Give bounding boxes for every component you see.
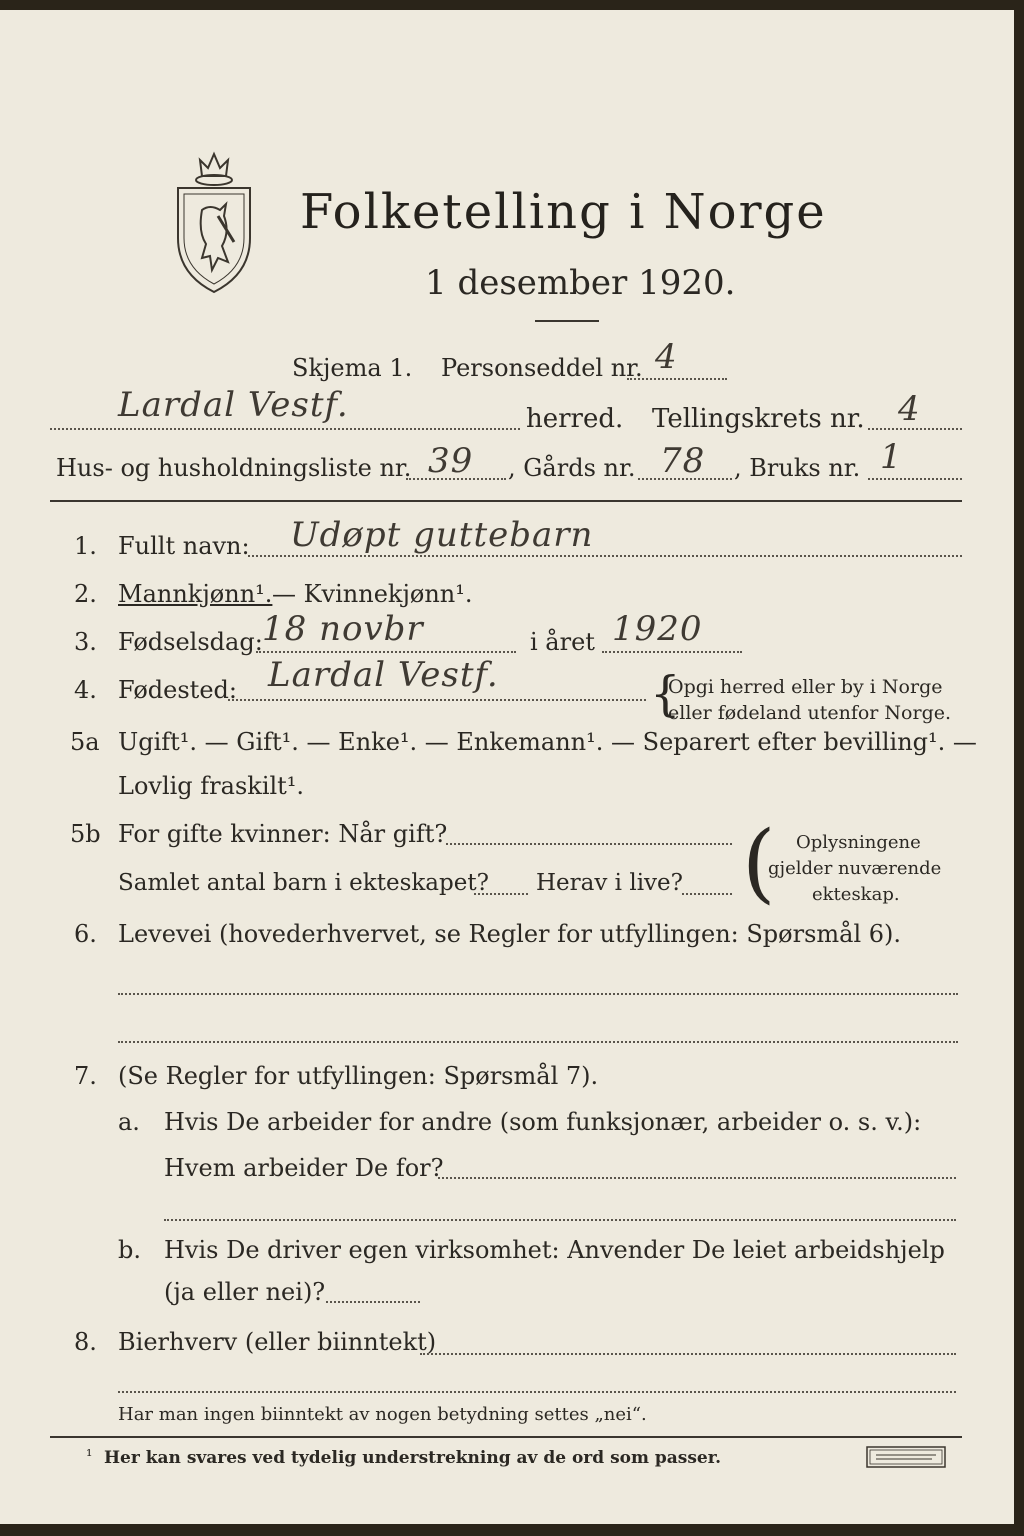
herred-value: Lardal Vestf. — [118, 385, 349, 425]
personseddel-value: 4 — [655, 337, 678, 377]
q1-line — [248, 555, 962, 557]
tellingskrets-value: 4 — [898, 389, 921, 429]
q2-mannkjonn: Mannkjønn¹. — [118, 580, 273, 608]
q2-kvinnekjonn: — Kvinnekjønn¹. — [272, 580, 473, 608]
q7a-line1: Hvis De arbeider for andre (som funksjonær, arbeider o. s. v.): — [164, 1108, 922, 1136]
q5b-nar-gift-line — [446, 843, 732, 845]
q6-answer-line-1 — [118, 993, 958, 995]
q4-note-line2: eller fødeland utenfor Norge. — [668, 702, 952, 724]
q7b-letter: b. — [118, 1236, 141, 1264]
q4-line — [228, 699, 646, 701]
q5b-note-line3: ekteskap. — [812, 884, 900, 905]
q4-note-brace: { — [650, 666, 681, 722]
gards-value: 78 — [660, 441, 706, 481]
q5b-live-line — [682, 893, 732, 895]
q1-number: 1. — [74, 532, 97, 560]
q8-number: 8. — [74, 1328, 97, 1356]
footnote-text: Her kan svares ved tydelig understrekning av de ord som passer. — [104, 1448, 722, 1468]
q3-year-value: 1920 — [612, 609, 703, 649]
q7-number: 7. — [74, 1062, 97, 1090]
q3-year-line — [602, 651, 742, 653]
q5a-number: 5a — [70, 728, 100, 756]
q5b-barn-line — [474, 893, 528, 895]
herred-label: herred. — [526, 404, 624, 434]
q8-answer-line-2 — [118, 1391, 956, 1393]
personseddel-line — [627, 378, 727, 380]
hus-value: 39 — [428, 441, 474, 481]
q5b-live-label: Herav i live? — [536, 870, 683, 896]
footnote-separator — [50, 1436, 962, 1438]
q2-number: 2. — [74, 580, 97, 608]
q7b-line2: (ja eller nei)? — [164, 1278, 326, 1306]
norway-coat-of-arms-icon — [172, 146, 256, 296]
scan-edge-bottom — [0, 1524, 1024, 1536]
q8-answer-line-1 — [420, 1353, 956, 1355]
bruks-value: 1 — [880, 437, 903, 477]
q3-year-label: i året — [530, 628, 595, 656]
q7-label: (Se Regler for utfyllingen: Spørsmål 7). — [118, 1062, 599, 1090]
title-separator — [535, 320, 599, 322]
footnote-mark: ¹ — [86, 1446, 93, 1465]
q7a-answer-line-1 — [438, 1177, 956, 1179]
q3-value: 18 novbr — [262, 609, 424, 649]
q7a-letter: a. — [118, 1108, 140, 1136]
q4-note-line1: Opgi herred eller by i Norge — [668, 676, 943, 698]
tellingskrets-label: Tellingskrets nr. — [652, 404, 865, 434]
q3-label: Fødselsdag: — [118, 628, 263, 656]
printer-stamp-icon — [866, 1446, 946, 1468]
gards-label: , Gårds nr. — [508, 454, 636, 482]
q6-answer-line-2 — [118, 1041, 958, 1043]
q7a-answer-line-2 — [164, 1219, 956, 1221]
q5b-note-brace: ( — [742, 813, 776, 913]
q5a-line1: Ugift¹. — Gift¹. — Enke¹. — Enkemann¹. — Separert efter bevilling¹. — — [118, 728, 977, 756]
q5b-note-line2: gjelder nuværende — [768, 858, 942, 879]
q6-number: 6. — [74, 920, 97, 948]
q6-label: Levevei (hovederhvervet, se Regler for utfyllingen: Spørsmål 6). — [118, 920, 902, 948]
header-separator — [50, 500, 962, 502]
q7b-line1: Hvis De driver egen virksomhet: Anvender De leiet arbeidshjelp — [164, 1236, 945, 1264]
q5b-note-line1: Oplysningene — [796, 832, 921, 853]
scan-edge-right — [1014, 0, 1024, 1536]
form-subtitle: 1 desember 1920. — [425, 263, 736, 303]
q1-label: Fullt navn: — [118, 532, 250, 560]
q7a-line2: Hvem arbeider De for? — [164, 1154, 444, 1182]
q7b-answer-line — [326, 1301, 420, 1303]
q3-line — [256, 651, 516, 653]
q4-label: Fødested: — [118, 676, 237, 704]
q4-number: 4. — [74, 676, 97, 704]
q8-label: Bierhverv (eller biinntekt) — [118, 1328, 437, 1356]
q3-number: 3. — [74, 628, 97, 656]
bruks-line — [868, 478, 962, 480]
hus-label: Hus- og husholdningsliste nr. — [56, 454, 412, 482]
personseddel-label: Personseddel nr. — [441, 354, 643, 382]
bruks-label: , Bruks nr. — [734, 454, 861, 482]
skjema-label: Skjema 1. — [292, 354, 413, 382]
form-title: Folketelling i Norge — [300, 184, 827, 240]
herred-line — [50, 428, 520, 430]
q5b-number: 5b — [70, 820, 101, 848]
q5a-line2: Lovlig fraskilt¹. — [118, 772, 305, 800]
scan-edge-top — [0, 0, 1024, 10]
q5b-barn-label: Samlet antal barn i ekteskapet? — [118, 870, 489, 896]
q4-value: Lardal Vestf. — [268, 655, 499, 695]
q1-value: Udøpt guttebarn — [290, 515, 594, 555]
biinntekt-note: Har man ingen biinntekt av nogen betydning settes „nei“. — [118, 1404, 647, 1425]
q5b-line1: For gifte kvinner: Når gift? — [118, 820, 448, 848]
